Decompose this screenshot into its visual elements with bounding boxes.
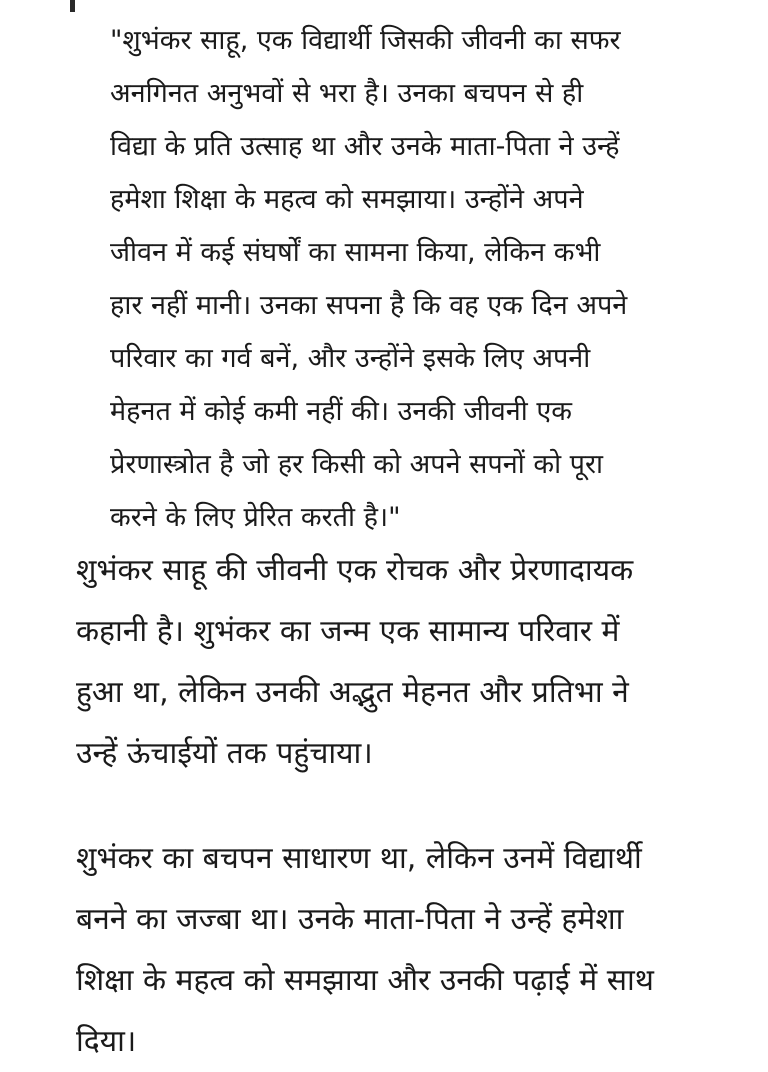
paragraph-line: दिया। [76, 1024, 137, 1059]
quote-line: परिवार का गर्व बनें, और उन्होंने इसके लिए अपनी [110, 343, 591, 374]
quote-line: प्रेरणास्त्रोत है जो हर किसी को अपने सपनों को पूरा [110, 449, 604, 480]
paragraph-spacer [76, 784, 756, 828]
quote-line: मेहनत में कोई कमी नहीं की। उनकी जीवनी एक [110, 396, 572, 427]
quote-line: हार नहीं मानी। उनका सपना है कि वह एक दिन अपने [110, 290, 628, 321]
paragraph-childhood [76, 828, 756, 1072]
paragraph-line: शिक्षा के महत्व को समझाया और उनकी पढ़ाई में साथ [76, 963, 654, 998]
paragraph-line: उन्हें ऊंचाईयों तक पहुंचाया। [76, 736, 373, 771]
paragraph-line: कहानी है। शुभंकर का जन्म एक सामान्य परिवार में [76, 614, 620, 649]
quote-line: करने के लिए प्रेरित करती है।" [110, 502, 401, 533]
intro-quote [110, 14, 750, 544]
quote-line: जीवन में कई संघर्षों का सामना किया, लेकिन कभी [110, 237, 601, 268]
quote-line: विद्या के प्रति उत्साह था और उनके माता-पिता ने उन्हें [110, 131, 620, 162]
paragraph-line: शुभंकर का बचपन साधारण था, लेकिन उनमें विद्यार्थी [76, 841, 642, 876]
body-text [76, 540, 756, 1072]
paragraph-intro [76, 540, 756, 784]
quote-line: "शुभंकर साहू, एक विद्यार्थी जिसकी जीवनी का सफर [110, 25, 621, 56]
paragraph-line: शुभंकर साहू की जीवनी एक रोचक और प्रेरणादायक [76, 553, 634, 588]
top-edge-mark [70, 0, 75, 12]
quote-line: हमेशा शिक्षा के महत्व को समझाया। उन्होंने अपने [110, 184, 584, 215]
paragraph-line: हुआ था, लेकिन उनकी अद्भुत मेहनत और प्रतिभा ने [76, 675, 629, 710]
quote-line: अनगिनत अनुभवों से भरा है। उनका बचपन से ही [110, 78, 584, 109]
paragraph-line: बनने का जज्बा था। उनके माता-पिता ने उन्हें हमेशा [76, 902, 624, 937]
